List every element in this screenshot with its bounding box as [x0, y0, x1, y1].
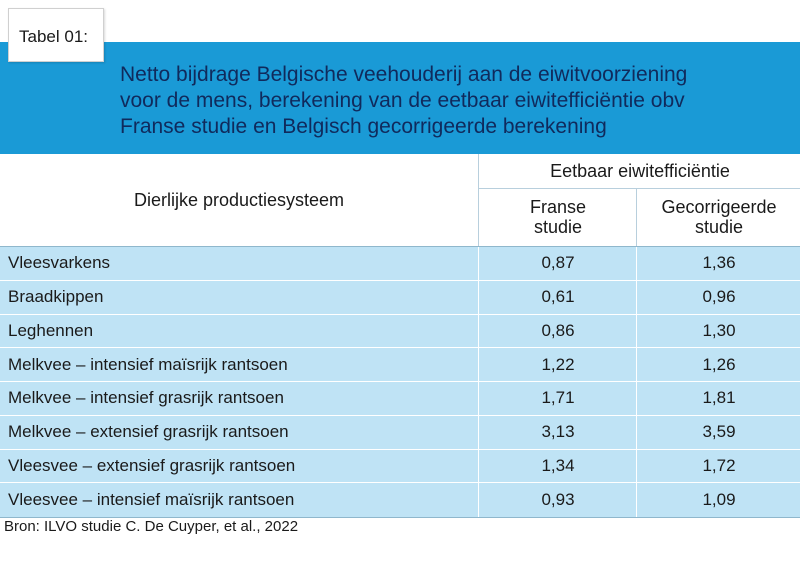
table-body [0, 246, 800, 518]
cell-system: Melkvee – extensief grasrijk rantsoen [8, 422, 289, 442]
table-row [0, 416, 800, 450]
cell-gecorrigeerd: 3,59 [636, 416, 800, 449]
cell-gecorrigeerd: 1,26 [636, 348, 800, 381]
cell-system: Leghennen [8, 320, 94, 340]
header-label: Franse [529, 197, 587, 217]
header-system: Dierlijke productiesysteem [133, 189, 345, 210]
cell-gecorrigeerd: 1,09 [636, 483, 800, 517]
cell-gecorrigeerd: 1,36 [636, 247, 800, 280]
header-group: Eetbaar eiwitefficiëntie [478, 154, 800, 189]
table-title [120, 62, 790, 140]
cell-franse: 1,71 [478, 382, 637, 415]
title-line: voor de mens, berekening van de eetbaar eiwitefficiëntie obv [120, 89, 685, 112]
header-label: Gecorrigeerde [661, 197, 777, 217]
table-row [0, 348, 800, 382]
header-gecorrigeerde-studie [636, 188, 800, 246]
cell-system: Melkvee – intensief maïsrijk rantsoen [8, 354, 288, 374]
cell-system: Braadkippen [8, 287, 104, 307]
cell-system: Melkvee – intensief grasrijk rantsoen [8, 388, 284, 408]
cell-franse: 1,34 [478, 450, 637, 483]
cell-franse: 3,13 [478, 416, 637, 449]
table-row [0, 315, 800, 349]
table-header [0, 154, 800, 246]
table-row [0, 382, 800, 416]
title-line: Netto bijdrage Belgische veehouderij aan de eiwitvoorziening [120, 63, 688, 86]
cell-franse: 0,93 [478, 483, 637, 517]
cell-system: Vleesvee – extensief grasrijk rantsoen [8, 455, 296, 475]
cell-gecorrigeerd: 1,72 [636, 450, 800, 483]
cell-franse: 0,86 [478, 315, 637, 348]
table-row [0, 450, 800, 484]
header-label: studie [694, 217, 744, 237]
cell-gecorrigeerd: 1,81 [636, 382, 800, 415]
table-tag: Tabel 01: [8, 8, 104, 62]
cell-system: Vleesvee – intensief maïsrijk rantsoen [8, 490, 295, 510]
cell-franse: 0,61 [478, 281, 637, 314]
source-note: Bron: ILVO studie C. De Cuyper, et al., 2022 [4, 518, 299, 535]
table-row [0, 281, 800, 315]
table-row [0, 483, 800, 517]
header-label: studie [533, 217, 583, 237]
cell-gecorrigeerd: 0,96 [636, 281, 800, 314]
cell-franse: 0,87 [478, 247, 637, 280]
title-line: Franse studie en Belgisch gecorrigeerde berekening [120, 115, 607, 138]
cell-system: Vleesvarkens [8, 253, 111, 273]
table-row [0, 247, 800, 281]
header-franse-studie [478, 188, 637, 246]
cell-gecorrigeerd: 1,30 [636, 315, 800, 348]
cell-franse: 1,22 [478, 348, 637, 381]
